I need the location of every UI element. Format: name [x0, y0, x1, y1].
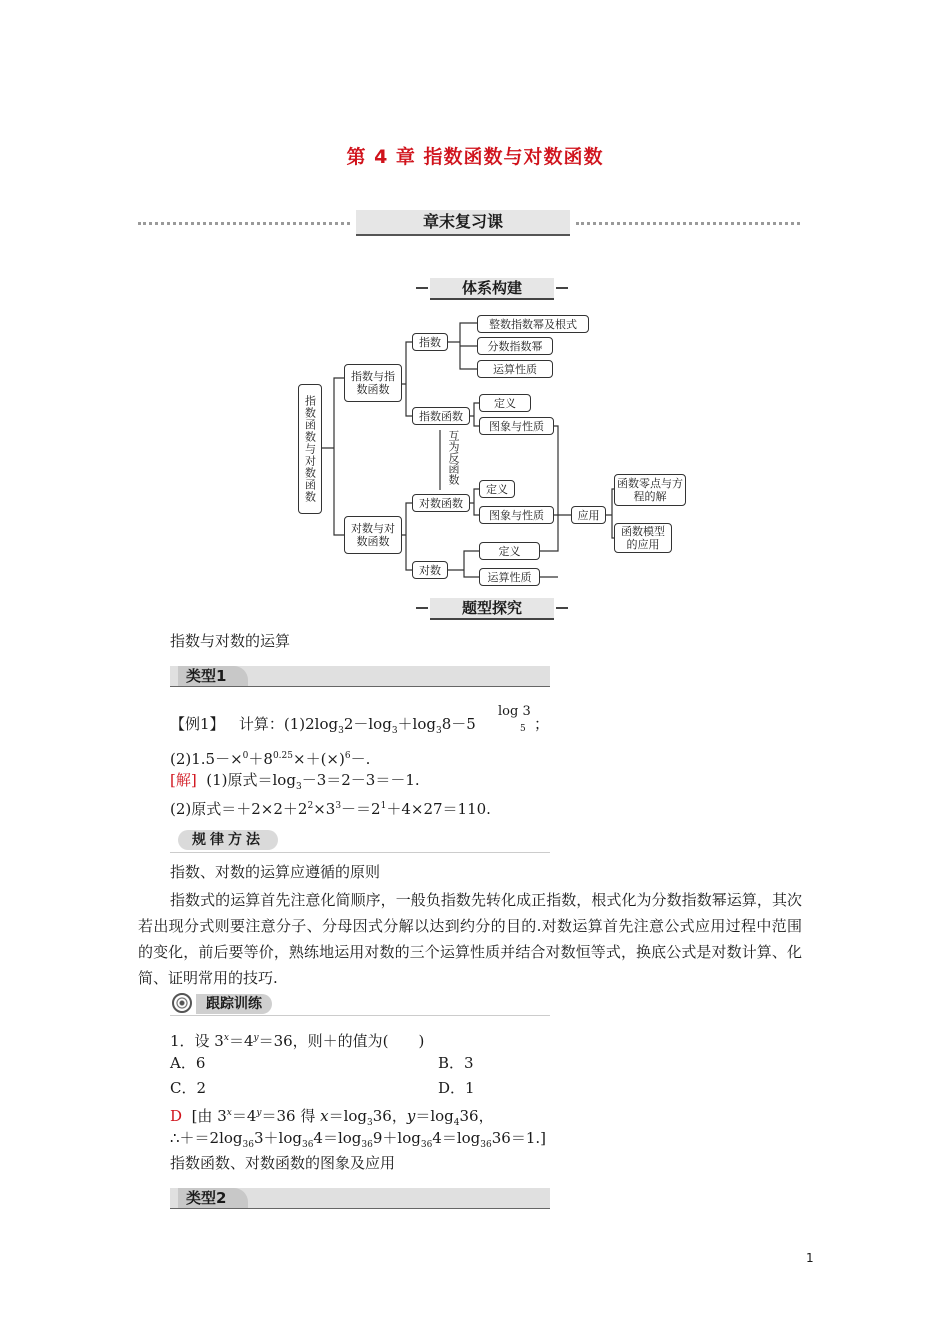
example-part2-c: ×＋(×): [293, 750, 345, 768]
track-bar: [170, 993, 550, 1016]
example-label: 【例1】: [170, 715, 225, 733]
example-exp-log: log 3: [498, 704, 531, 719]
q1-option-d: D．1: [438, 1079, 475, 1097]
method-title: 规律方法: [178, 830, 278, 850]
method-heading: 指数、对数的运算应遵循的原则: [170, 863, 381, 881]
example-part1-c: 8－5: [441, 715, 476, 733]
concept-diagram: [0, 0, 950, 620]
q1-option-c: C．2: [170, 1079, 207, 1097]
example-part1-a: 2－log: [343, 715, 392, 733]
question-1-stem: 1．设 $3^x=4^y=36$，则＋的值为( ): [170, 1032, 425, 1050]
type-bar-2: [170, 1188, 550, 1209]
a1-1f: 36，: [372, 1107, 407, 1125]
diagram-log-func-child-2: 图象与性质: [479, 506, 554, 524]
diagram-inverse-label: 互为反函数: [447, 430, 460, 485]
example-part2-exp: 0.25: [272, 751, 293, 761]
q1-stem-a: 1．设 3: [170, 1032, 224, 1050]
diagram-zhishu-child-2: 分数指数幂: [477, 337, 553, 355]
explore-banner: 题型探究: [430, 598, 554, 620]
a1-2c: 4＝log: [313, 1129, 362, 1147]
diagram-exp-branch: 指数与指数函数: [344, 364, 402, 402]
topic-heading-2: 指数函数、对数函数的图象及应用: [170, 1154, 396, 1172]
diagram-application: 应用: [571, 506, 606, 524]
example-1-line-2: $(2)1.5-\times^0+8^{0.25}\times+(\times)^6-$.: [170, 750, 371, 768]
method-bar: [170, 830, 550, 853]
solution-1a: (1)原式＝log: [206, 771, 296, 789]
target-icon: [172, 993, 192, 1013]
solution-line-1: [解] (1)原式$=\log_3-3=2-3=-1$.: [170, 771, 420, 792]
diagram-log-func-child-1: 定义: [479, 480, 515, 498]
diagram-log-branch: 对数与对数函数: [344, 516, 402, 554]
diagram-exp-func: 指数函数: [412, 407, 470, 425]
example-part2-b: ＋8: [248, 750, 273, 768]
example-semicolon: ；: [534, 715, 550, 733]
example-1-line-1: 【例1】 计算：$(1)2\log_32-\log_3+\log_38-5$ log 3 5 ；: [170, 712, 476, 743]
solution-line-2: (2)原式$=+2\times 2+2^2\times 3^3-=2^1+4\times 27=110$.: [170, 800, 491, 818]
a1-1e: ＝log: [328, 1107, 367, 1125]
diagram-exp-func-child-2: 图象与性质: [479, 417, 554, 435]
type-label-1: 类型1: [178, 666, 248, 686]
diagram-root: 指数函数与对数函数: [298, 384, 322, 514]
diagram-application-child-2: 函数模型的应用: [614, 523, 672, 553]
track-title: 跟踪训练: [196, 994, 272, 1014]
diagram-duishu-child-1: 定义: [479, 542, 540, 560]
a1-1c: ＝36 得: [261, 1107, 321, 1125]
type-label-2: 类型2: [178, 1188, 248, 1208]
q1-option-b: B．3: [438, 1054, 474, 1072]
example-part2-exp2: 6: [344, 751, 351, 761]
a1-2a: ∴＋＝2log: [170, 1129, 243, 1147]
solution-2a: (2)原式＝＋2×2＋2: [170, 800, 308, 818]
example-part2-d: －.: [350, 750, 371, 768]
q1-stem-c: ＝36，则＋的值为( ): [258, 1032, 425, 1050]
a1-1d: x: [320, 1107, 329, 1125]
answer-1-line-1: D [由 $3^x=4^y=36$ 得 $x=\log_336$，$y=\log_436$，: [170, 1107, 494, 1128]
diagram-connectors: [0, 0, 950, 620]
example-exp-log-sub: 5: [520, 724, 526, 734]
diagram-zhishu-child-3: 运算性质: [477, 360, 553, 378]
topic-heading-1: 指数与对数的运算: [170, 632, 291, 650]
diagram-duishu: 对数: [412, 561, 448, 579]
example-part1-b: ＋log: [397, 715, 436, 733]
a1-1h: ＝log: [415, 1107, 454, 1125]
diagram-log-func: 对数函数: [412, 494, 470, 512]
example-calc: 计算：(1)2log: [238, 715, 339, 733]
example-part2-a: (2)1.5－×: [170, 750, 243, 768]
diagram-zhishu-child-1: 整数指数幂及根式: [477, 315, 589, 333]
solution-2b: ×3: [313, 800, 336, 818]
diagram-application-child-1: 函数零点与方程的解: [614, 474, 686, 506]
type-bar-1: [170, 666, 550, 687]
a1-1g: y: [406, 1107, 416, 1125]
section-banner-label: 章末复习课: [356, 210, 570, 236]
method-paragraph: 指数式的运算首先注意化简顺序，一般负指数先转化成正指数，根式化为分数指数幂运算，其次若出现分式则要注意分子、分母因式分解以达到约分的目的.对数运算首先注意公式应用过程中范围的变化，前后要等价，熟练地运用对数的三个运算性质并结合对数恒等式，换底公式是对数计算、化简、证明常用的技巧.: [138, 891, 802, 987]
a1-1b: ＝4: [231, 1107, 257, 1125]
chapter-title: 第 4 章 指数函数与对数函数: [346, 146, 604, 168]
diagram-zhishu: 指数: [412, 333, 448, 351]
a1-2d: 9＋log: [372, 1129, 421, 1147]
a1-2b: 3＋log: [253, 1129, 302, 1147]
q1-stem-b: ＝4: [228, 1032, 254, 1050]
diagram-duishu-child-2: 运算性质: [479, 568, 540, 586]
a1-2e: 4＝log: [432, 1129, 481, 1147]
q1-option-a: A．6: [170, 1054, 206, 1072]
a1-2f: 36＝1.]: [491, 1129, 546, 1147]
solution-2c: －＝2: [341, 800, 381, 818]
answer-1-line-2: $\therefore+=2\log_{36}3+\log_{36}4=\log_{36}9+\log_{36}4=\log_{36}36=1$.]: [170, 1129, 546, 1150]
answer-letter: D: [170, 1107, 183, 1125]
solution-1b: －3＝2－3＝－1.: [301, 771, 420, 789]
system-banner: 体系构建: [430, 278, 554, 300]
a1-1i: 36，: [459, 1107, 494, 1125]
page-number: 1: [806, 1251, 814, 1265]
solution-2d: ＋4×27＝110.: [386, 800, 491, 818]
solution-label: [解]: [170, 771, 197, 789]
diagram-exp-func-child-1: 定义: [479, 394, 531, 412]
a1-1a: [由 3: [191, 1107, 227, 1125]
